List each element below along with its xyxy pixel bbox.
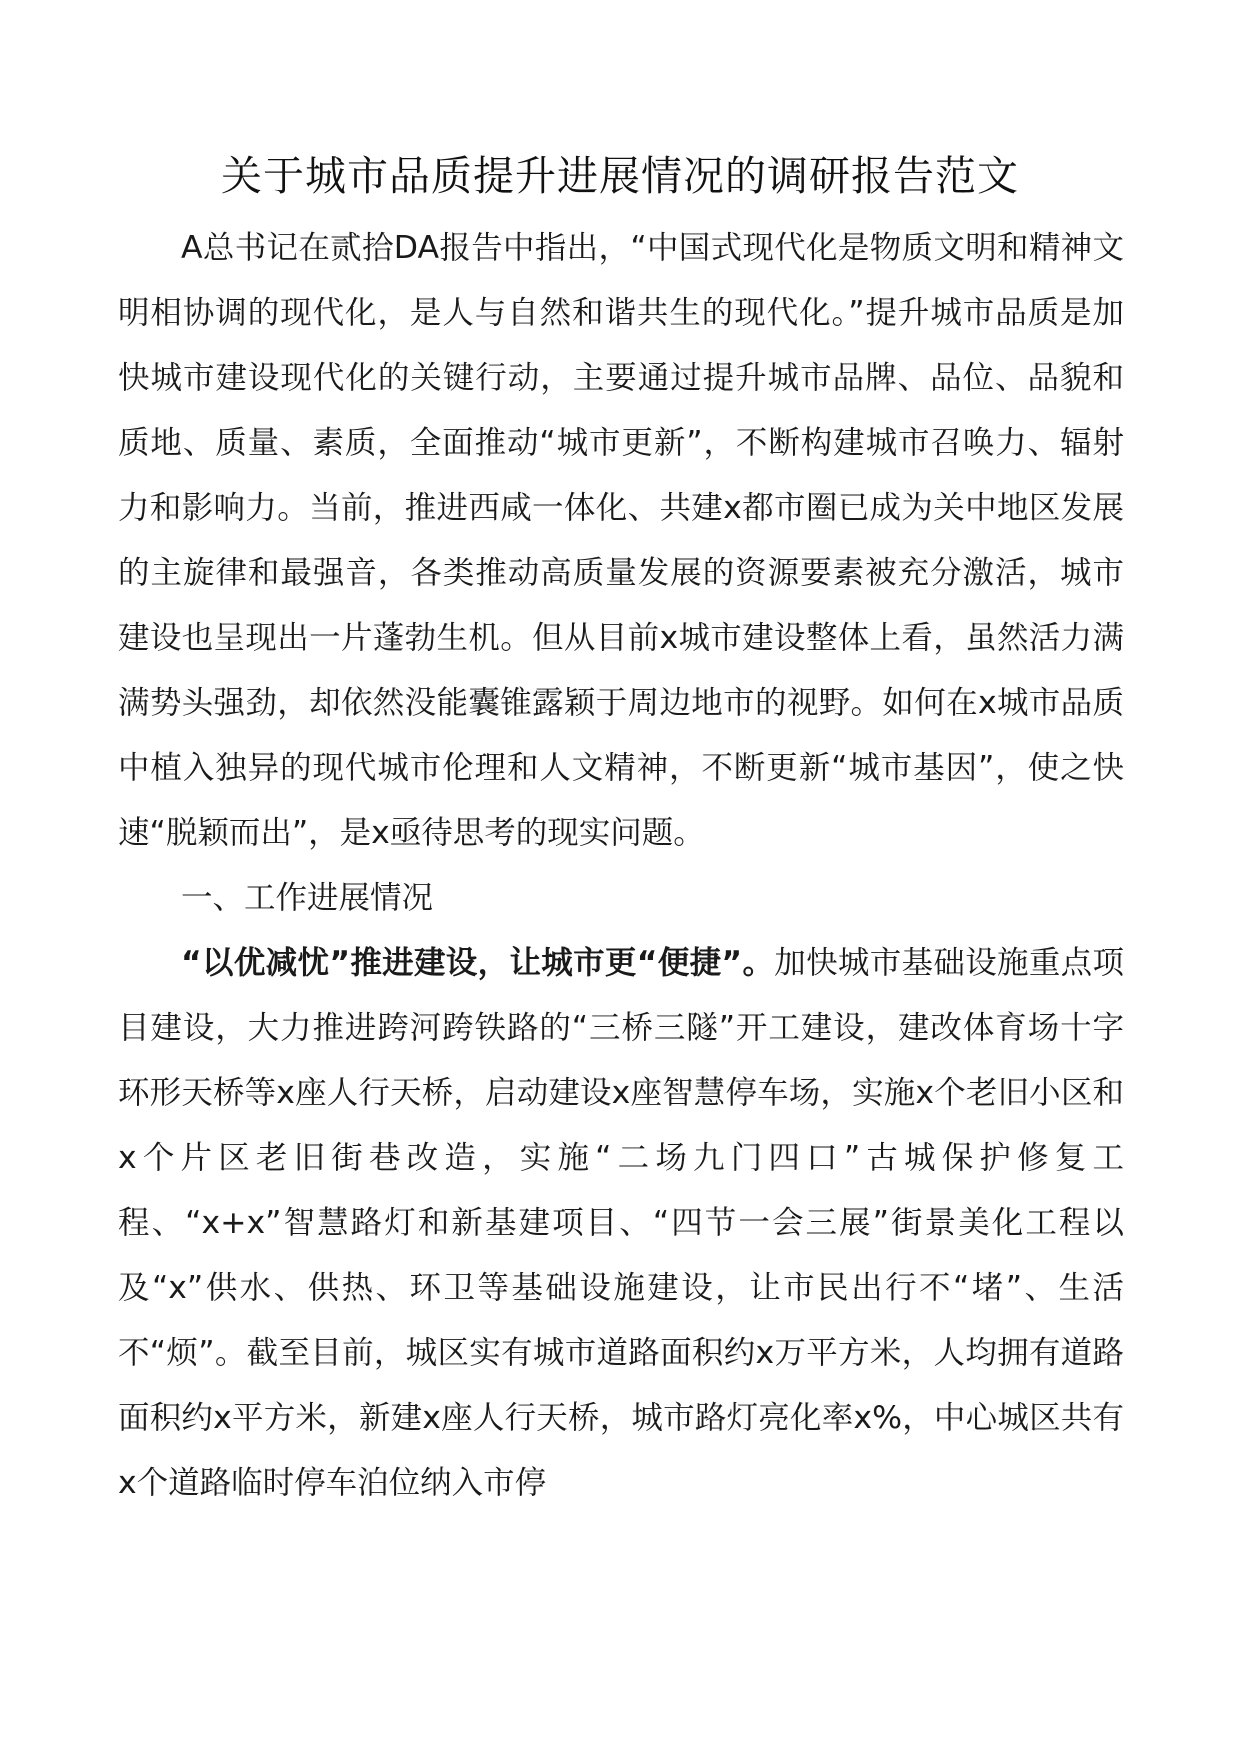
intro-paragraph: A总书记在贰拾DA报告中指出，“中国式现代化是物质文明和精神文明相协调的现代化，是人与自然和谐共生的现代化。”提升城市品质是加快城市建设现代化的关键行动，主要通过提升城市品牌、品位、品貌和质地、质量、素质，全面推动“城市更新”，不断构建城市召唤力、辐射力和影响力。当前，推进西咸一体化、共建x都市圈已成为关中地区发展的主旋律和最强音，各类推动高质量发展的资源要素被充分激活，城市建设也呈现出一片蓬勃生机。但从目前x城市建设整体上看，虽然活力满满势头强劲，却依然没能囊锥露颖于周边地市的视野。如何在x城市品质中植入独异的现代城市伦理和人文精神，不断更新“城市基因”，使之快速“脱颖而出”，是x亟待思考的现实问题。 <box>118 230 1124 851</box>
section-paragraph <box>118 931 1124 1516</box>
paragraph-lead: “以优减忧”推进建设，让城市更“便捷”。 <box>181 945 775 981</box>
section-heading: 一、工作进展情况 <box>181 880 434 916</box>
paragraph-body: 加快城市基础设施重点项目建设，大力推进跨河跨铁路的“三桥三隧”开工建设，建改体育场十字环形天桥等x座人行天桥，启动建设x座智慧停车场，实施x个老旧小区和x个片区老旧街巷改造，实施“二场九门四口”古城保护修复工程、“x+x”智慧路灯和新基建项目、“四节一会三展”街景美化工程以及“x”供水、供热、环卫等基础设施建设，让市民出行不“堵”、生活不“烦”。截至目前，城区实有城市道路面积约x万平方米，人均拥有道路面积约x平方米，新建x座人行天桥，城市路灯亮化率x%，中心城区共有x个道路临时停车泊位纳入市停 <box>118 945 1124 1501</box>
document-body <box>118 216 1124 1516</box>
document-title: 关于城市品质提升进展情况的调研报告范文 <box>221 152 1019 200</box>
